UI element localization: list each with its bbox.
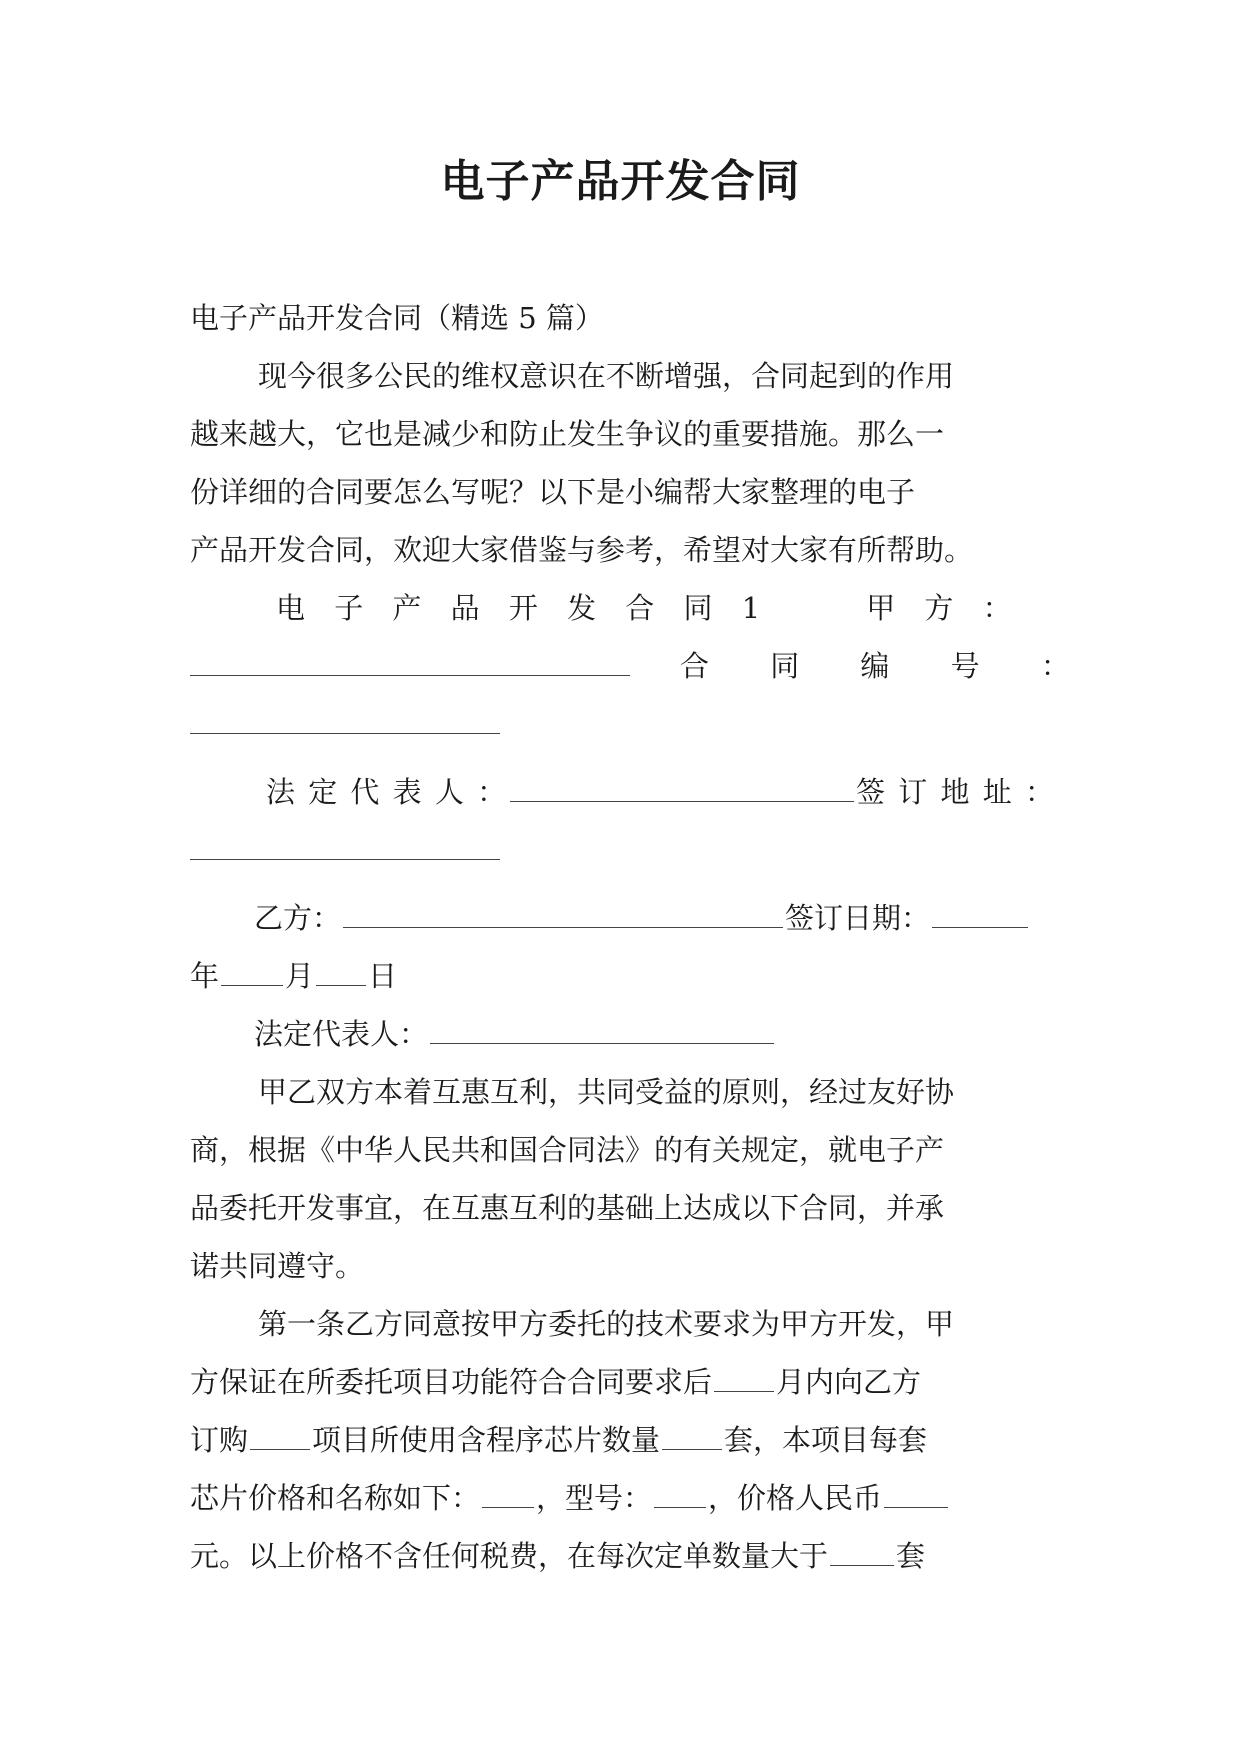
- article1-text-3a: 订购: [190, 1423, 249, 1457]
- sign-place-blank[interactable]: [190, 833, 500, 860]
- article1-text-5b: 套: [896, 1539, 926, 1573]
- contract-number-blank[interactable]: [190, 707, 500, 734]
- legal-rep-b-line: [190, 1005, 1050, 1063]
- party-a-label: 甲 方 ：: [866, 591, 1022, 625]
- article1-text-4c: ，价格人民币: [708, 1481, 883, 1515]
- months-blank[interactable]: [714, 1365, 774, 1392]
- day-blank[interactable]: [316, 959, 366, 986]
- party-b-blank[interactable]: [343, 901, 783, 928]
- legal-rep-b-blank[interactable]: [430, 1017, 774, 1044]
- para1-line-4: 诺共同遵守。: [190, 1249, 365, 1283]
- project-blank[interactable]: [250, 1423, 310, 1450]
- month-label: 月: [285, 959, 315, 993]
- legal-rep-label-b: 法定代表人：: [254, 1017, 429, 1051]
- article1-line-2: [190, 1353, 1050, 1411]
- article1-text-5a: 元。以上价格不含任何税费，在每次定单数量大于: [190, 1539, 829, 1573]
- intro-line-1: 现今很多公民的维权意识在不断增强，合同起到的作用: [258, 359, 955, 393]
- contract-1-heading: 电 子 产 品 开 发 合 同 1: [276, 591, 771, 625]
- contract-number-blank-line: [190, 695, 1050, 753]
- chip-name-blank[interactable]: [482, 1481, 534, 1508]
- article1-text-4a: 芯片价格和名称如下：: [190, 1481, 481, 1515]
- contract-number-line: [190, 637, 1096, 695]
- day-label: 日: [368, 959, 398, 993]
- sign-date-blank[interactable]: [932, 901, 1028, 928]
- party-b-label: 乙方：: [254, 901, 342, 935]
- contract-1-heading-line: [190, 579, 1050, 637]
- article1-text-3c: 套，本项目每套: [724, 1423, 928, 1457]
- sign-place-blank-line: [190, 821, 1050, 879]
- order-quantity-blank[interactable]: [830, 1539, 894, 1566]
- article1-line-4: [190, 1469, 1050, 1527]
- price-blank[interactable]: [884, 1481, 948, 1508]
- subtitle: 电子产品开发合同（精选 5 篇）: [190, 301, 604, 335]
- party-a-blank[interactable]: [190, 649, 630, 676]
- sign-date-label: 签订日期：: [785, 901, 931, 935]
- article1-line-3: [190, 1411, 1050, 1469]
- article1-text-3b: 项目所使用含程序芯片数量: [312, 1423, 661, 1457]
- year-label: 年: [190, 959, 220, 993]
- para1-line-2: 商，根据《中华人民共和国合同法》的有关规定，就电子产: [190, 1133, 945, 1167]
- model-blank[interactable]: [654, 1481, 706, 1508]
- legal-rep-label-a: 法 定 代 表 人 ：: [266, 775, 509, 809]
- article1-text-2a: 方保证在所委托项目功能符合合同要求后: [190, 1365, 713, 1399]
- para1-line-3: 品委托开发事宜，在互惠互利的基础上达成以下合同，并承: [190, 1191, 945, 1225]
- sign-place-label: 签 订 地 址 ：: [856, 775, 1056, 809]
- document-title: 电子产品开发合同: [440, 156, 801, 207]
- contract-number-label: 合 同 编 号 ：: [680, 649, 1096, 683]
- article1-line-5: [190, 1527, 1050, 1585]
- document-body: [190, 289, 1096, 1585]
- legal-rep-a-blank[interactable]: [510, 775, 854, 802]
- month-blank[interactable]: [221, 959, 283, 986]
- intro-line-3: 份详细的合同要怎么写呢？以下是小编帮大家整理的电子: [190, 475, 916, 509]
- intro-line-2: 越来越大，它也是减少和防止发生争议的重要措施。那么一: [190, 417, 945, 451]
- article1-text-2b: 月内向乙方: [776, 1365, 922, 1399]
- article1-text-4b: ，型号：: [536, 1481, 653, 1515]
- intro-line-4: 产品开发合同，欢迎大家借鉴与参考，希望对大家有所帮助。: [190, 533, 974, 567]
- article1-line-1: 第一条乙方同意按甲方委托的技术要求为甲方开发，甲: [258, 1307, 955, 1341]
- party-b-line: [190, 889, 1050, 947]
- date-line: [190, 947, 1050, 1005]
- legal-rep-sign-place-line: [190, 763, 1056, 821]
- chip-quantity-blank[interactable]: [662, 1423, 722, 1450]
- para1-line-1: 甲乙双方本着互惠互利，共同受益的原则，经过友好协: [258, 1075, 955, 1109]
